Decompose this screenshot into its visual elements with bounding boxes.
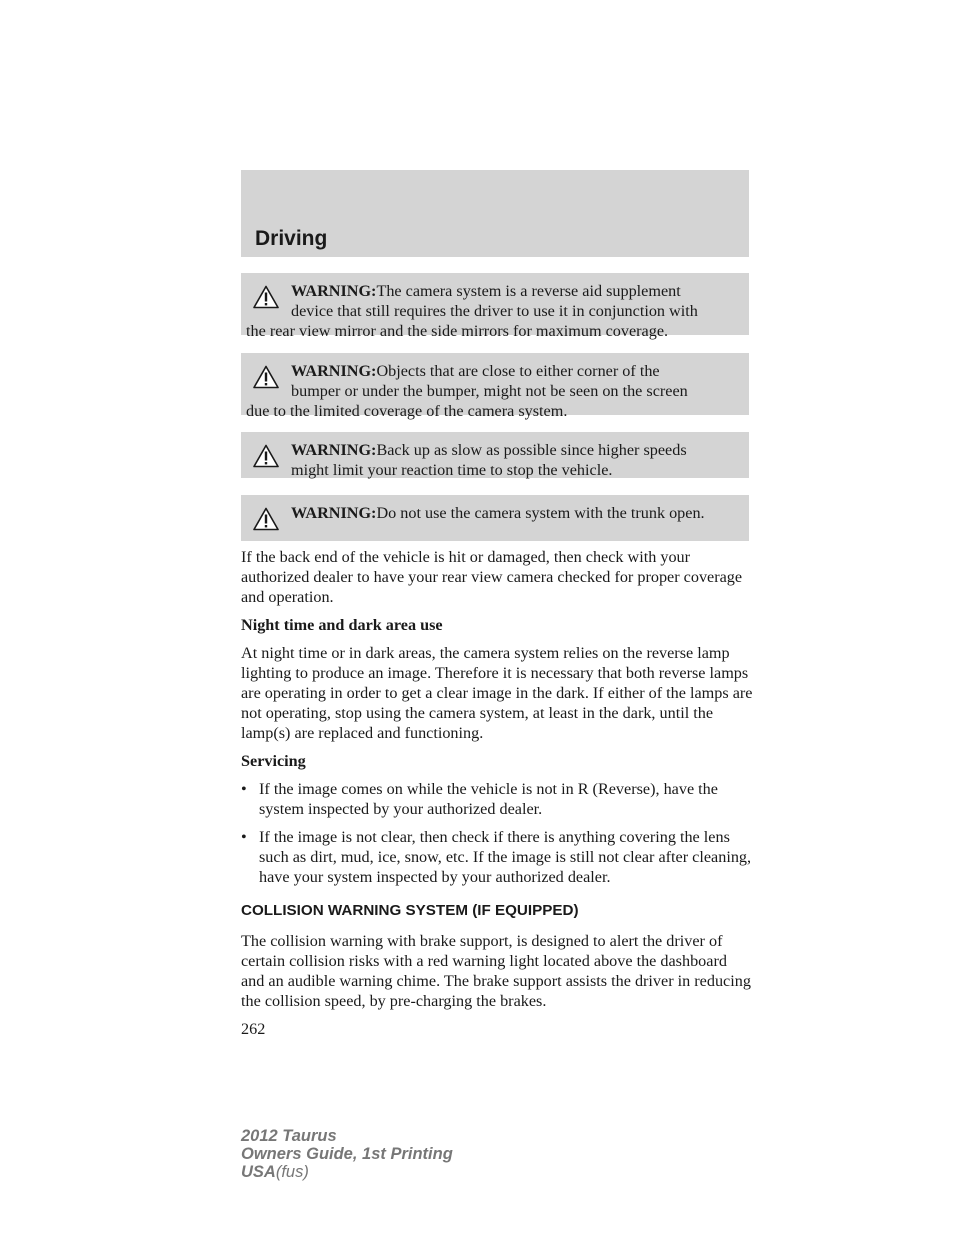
warning-text-line: device that still requires the driver to use it in conjunction with — [291, 302, 698, 320]
warning-triangle-icon — [253, 444, 279, 468]
bullet-icon: • — [241, 780, 247, 798]
warning-box — [241, 495, 749, 541]
list-item-text: If the image is not clear, then check if there is anything covering the lens such as dirt, mud, ice, snow, etc. If the image is still not clear after cleaning, have your system inspected by your authorized dealer. — [259, 828, 752, 886]
warning-box — [241, 273, 749, 340]
section-header-band — [241, 170, 749, 257]
warning-text-line: bumper or under the bumper, might not be seen on the screen — [291, 382, 688, 400]
warning-text-line: the rear view mirror and the side mirrors for maximum coverage. — [246, 322, 669, 340]
warning-label: WARNING: — [291, 504, 377, 522]
subheading-servicing: Servicing — [241, 752, 306, 770]
body-paragraph: At night time or in dark areas, the camera system relies on the reverse lamp lighting to produce an image. Therefore it is necessary that both reverse lamps are operating in order to get a clear image in the dark. If either of the lamps are not operating, stop using the camera system, at least in the dark, until the lamp(s) are replaced and functioning. — [241, 644, 753, 742]
warning-label: WARNING: — [291, 441, 377, 459]
warning-box — [241, 432, 749, 478]
print-footer — [241, 1127, 453, 1181]
warning-triangle-icon — [253, 365, 279, 389]
warning-label: WARNING: — [291, 282, 377, 300]
bullet-icon: • — [241, 828, 247, 846]
body-paragraph: The collision warning with brake support, is designed to alert the driver of certain collision risks with a red warning light located above the dashboard and an audible warning chime. The brake support assists the driver in reducing the collision speed, by pre-charging the brakes. — [241, 932, 751, 1010]
footer-code: (fus) — [275, 1163, 309, 1181]
warning-box — [241, 353, 749, 420]
footer-line: USA — [241, 1163, 276, 1181]
warning-triangle-icon — [253, 507, 279, 531]
body-paragraph: If the back end of the vehicle is hit or damaged, then check with your authorized dealer to have your rear view camera checked for proper coverage and operation. — [241, 548, 743, 606]
subheading-night: Night time and dark area use — [241, 616, 443, 634]
warning-text-line: Back up as slow as possible since higher speeds — [376, 441, 687, 459]
section-heading-collision: COLLISION WARNING SYSTEM (IF EQUIPPED) — [241, 902, 579, 919]
page-number: 262 — [241, 1020, 266, 1038]
warning-triangle-icon — [253, 285, 279, 309]
list-item — [241, 779, 753, 819]
warning-text-line: might limit your reaction time to stop the vehicle. — [291, 461, 613, 479]
footer-line: 2012 Taurus — [241, 1127, 337, 1145]
section-title: Driving — [255, 227, 328, 250]
list-item-text: If the image comes on while the vehicle is not in R (Reverse), have the system inspected by your authorized dealer. — [259, 780, 718, 818]
warning-text-line: Do not use the camera system with the trunk open. — [376, 504, 705, 522]
list-item — [241, 827, 753, 887]
main-content — [241, 547, 753, 1039]
footer-line: Owners Guide, 1st Printing — [241, 1145, 453, 1163]
warning-text-line: The camera system is a reverse aid supplement — [376, 282, 681, 300]
warning-text-line: due to the limited coverage of the camera system. — [246, 402, 568, 420]
warning-label: WARNING: — [291, 362, 377, 380]
warning-text-line: Objects that are close to either corner of the — [376, 362, 660, 380]
